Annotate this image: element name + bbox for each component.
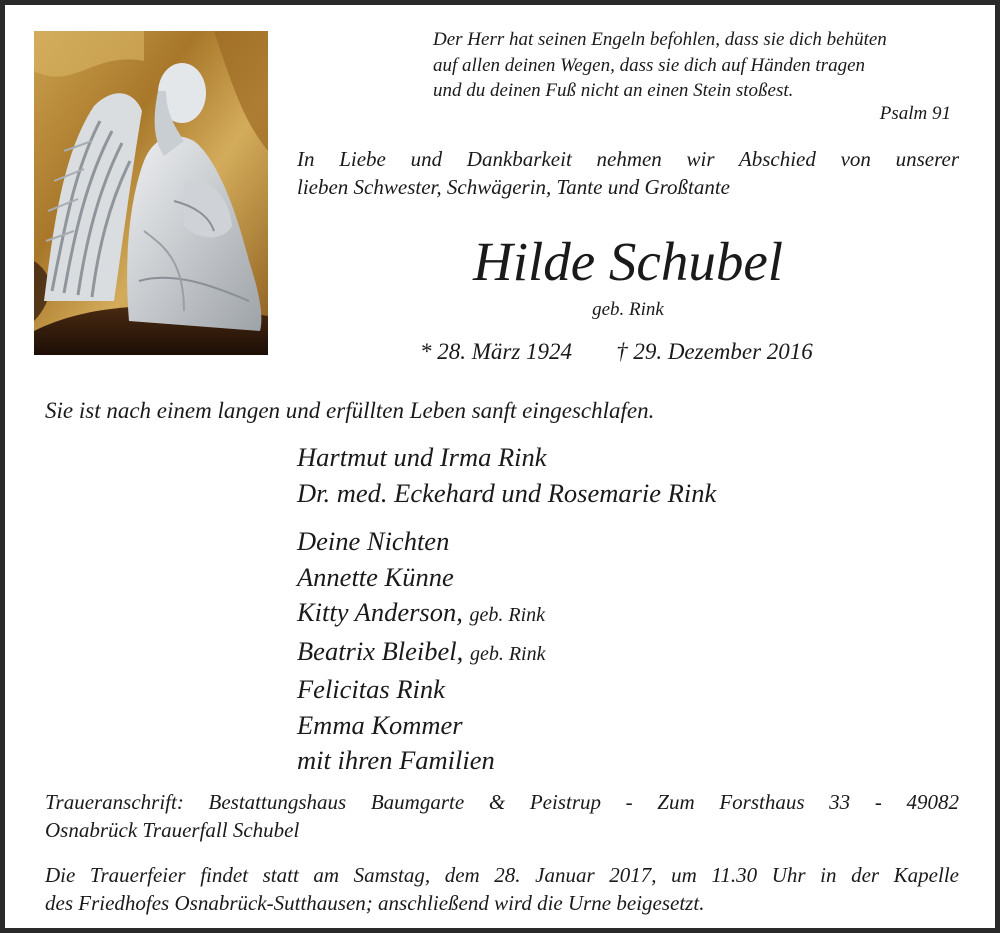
mourner-line [297,634,545,673]
verse-line: und du deinen Fuß nicht an einen Stein stoßest. [433,80,794,101]
deceased-name: Hilde Schubel [472,231,784,292]
angel-icon [34,31,268,355]
birth-date: * 28. März 1924 [420,339,573,364]
verse-line: Der Herr hat seinen Engeln befohlen, dass sie dich behüten [433,29,887,50]
life-dates [420,339,813,365]
mourners-nieces [297,524,545,779]
intro-line: lieben Schwester, Schwägerin, Tante und Großtante [297,175,730,199]
statement-text: Sie ist nach einem langen und erfüllten Leben sanft eingeschlafen. [45,398,655,423]
mourner-line: Hartmut und Irma Rink [297,442,547,472]
mourner-line [297,595,545,634]
ceremony-line: Die Trauerfeier findet statt am Samstag, dem 28. Januar 2017, um 11.30 Uhr in der Kapelle [45,863,959,887]
death-date: † 29. Dezember 2016 [616,339,813,364]
mourner-line [297,672,545,708]
mourner-line [297,743,545,779]
mourner-name: mit ihren Familien [297,745,495,775]
address-line: Traueranschrift: Bestattungshaus Baumgarte & Peistrup - Zum Forsthaus 33 - 49082 [45,790,959,814]
verse-source: Psalm 91 [879,103,951,124]
mourner-name: Emma Kommer [297,709,463,740]
bible-verse [433,27,887,104]
mourner-note: geb. Rink [469,604,546,626]
birth-name: geb. Rink [592,299,664,320]
intro-line: In Liebe und Dankbarkeit nehmen wir Abschied von unserer [297,147,959,171]
mourner-line: Dr. med. Eckehard und Rosemarie Rink [297,477,717,508]
mourner-name: Felicitas Rink [297,674,445,704]
mourner-line [297,708,545,744]
angel-illustration [34,31,268,355]
mourner-name: Deine Nichten [297,526,450,556]
mourner-name: Beatrix Bleibel, [297,635,464,666]
mourner-line [297,560,545,596]
intro-text [297,145,959,201]
mourner-name: Annette Künne [297,561,454,592]
verse-line: auf allen deinen Wegen, dass sie dich auf Händen tragen [433,54,866,76]
mourning-address [45,788,959,844]
mourners-family [297,440,716,511]
mourner-name: Kitty Anderson, [297,597,463,627]
ceremony-info [45,861,959,917]
address-line: Osnabrück Trauerfall Schubel [45,818,300,842]
mourner-note: geb. Rink [469,642,546,665]
mourner-line [297,524,545,560]
ceremony-line: des Friedhofes Osnabrück-Sutthausen; anschließend wird die Urne beigesetzt. [45,891,705,915]
